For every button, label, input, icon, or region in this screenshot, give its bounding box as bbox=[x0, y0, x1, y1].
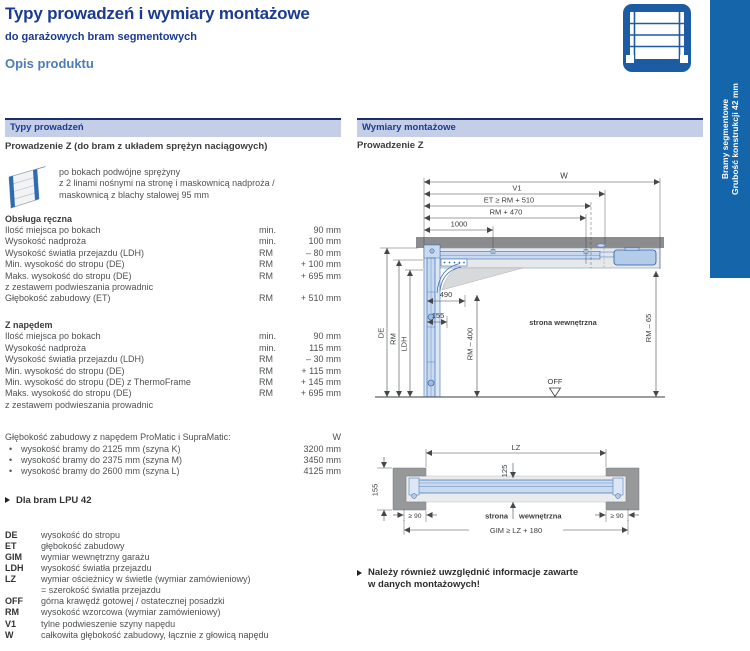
dim-label-155: 155 bbox=[431, 310, 445, 320]
dim-label-lz: LZ bbox=[511, 442, 521, 452]
section-header-left: Typy prowadzeń bbox=[5, 118, 341, 137]
lpu-note-text: Dla bram LPU 42 bbox=[16, 494, 92, 506]
dim-label-w: W bbox=[560, 171, 568, 180]
dim-label-off: OFF bbox=[547, 376, 563, 386]
table-row bbox=[5, 388, 341, 399]
row-value bbox=[291, 282, 341, 293]
page-subtitle: do garażowych bram segmentowych bbox=[5, 31, 197, 43]
legend-abbr: LDH bbox=[5, 563, 24, 574]
row-value: 3450 mm bbox=[303, 455, 341, 465]
dim-label-rm65: RM – 65 bbox=[644, 313, 653, 342]
intro-line: maskownicą z blachy stalowej 95 mm bbox=[59, 189, 210, 200]
legend-abbr: DE bbox=[5, 529, 18, 540]
dim-label-de: DE bbox=[376, 327, 386, 338]
legend-abbr bbox=[5, 585, 41, 596]
legend-abbr: RM bbox=[5, 607, 19, 618]
legend-abbr: ET bbox=[5, 540, 17, 551]
row-label: Wysokość światła przejazdu (LDH) bbox=[5, 354, 144, 365]
row-key: RM bbox=[259, 365, 273, 376]
door-spring-illustration bbox=[5, 165, 46, 211]
row-key: min. bbox=[259, 342, 277, 353]
inside-label: strona wewnętrzna bbox=[529, 317, 597, 327]
table-row bbox=[5, 282, 341, 293]
table-row bbox=[5, 354, 341, 365]
legend-desc: głębokość zabudowy bbox=[41, 540, 125, 551]
drive-depth-heading-row bbox=[5, 432, 341, 443]
row-key: RM bbox=[259, 376, 273, 387]
dim-label-490: 490 bbox=[439, 289, 453, 299]
row-value: + 695 mm bbox=[300, 388, 341, 399]
row-label: Ilość miejsca po bokach bbox=[5, 331, 101, 342]
row-key: RM bbox=[259, 388, 273, 399]
row-key bbox=[259, 400, 291, 411]
row-label: Wysokość nadproża bbox=[5, 236, 86, 247]
variant-title-right: Prowadzenie Z bbox=[357, 139, 424, 151]
legend-desc: wymiar ościeżnicy w świetle (wymiar zamówieniowy) bbox=[41, 574, 251, 585]
row-value: – 30 mm bbox=[305, 354, 341, 365]
list-item bbox=[5, 444, 341, 455]
row-label: Głębokość zabudowy (ET) bbox=[5, 293, 111, 304]
row-value: 90 mm bbox=[313, 331, 341, 342]
legend-row bbox=[5, 541, 341, 552]
legend bbox=[5, 530, 341, 641]
intro-line: z 2 linami nośnymi na stronę i maskownicą nadproża / bbox=[59, 178, 275, 188]
row-key: RM bbox=[259, 270, 273, 281]
row-label: Ilość miejsca po bokach bbox=[5, 225, 101, 235]
list-item bbox=[5, 466, 341, 477]
row-value: + 145 mm bbox=[300, 376, 341, 387]
dim-label-155: 155 bbox=[370, 483, 380, 496]
footer-note-text bbox=[368, 567, 578, 591]
powered-section bbox=[5, 320, 341, 411]
intro-line: po bokach podwójne sprężyny bbox=[59, 166, 181, 177]
table-row bbox=[5, 259, 341, 270]
row-label: z zestawem podwieszania prowadnic bbox=[5, 399, 154, 410]
legend-desc: tylne podwieszenie szyny napędu bbox=[41, 618, 176, 629]
manual-heading: Obsługa ręczna bbox=[5, 213, 73, 224]
legend-row bbox=[5, 585, 341, 596]
row-value: 4125 mm bbox=[303, 466, 341, 477]
list-item bbox=[5, 455, 341, 466]
table-row bbox=[5, 366, 341, 377]
drive-depth-section bbox=[5, 432, 341, 478]
variant-title-left: Prowadzenie Z (do bram z układem sprężyn naciągowych) bbox=[5, 140, 268, 152]
table-row bbox=[5, 331, 341, 342]
row-value: + 115 mm bbox=[301, 365, 341, 376]
dim-label-et: ET ≥ RM + 510 bbox=[483, 195, 535, 204]
legend-row bbox=[5, 552, 341, 563]
legend-desc: górna krawędź gotowej / ostatecznej posadzki bbox=[41, 596, 225, 607]
dim-label-rm: RM bbox=[388, 332, 398, 345]
table-row bbox=[5, 271, 341, 282]
legend-abbr: W bbox=[5, 629, 14, 640]
bullet-icon: • bbox=[9, 455, 13, 465]
row-key: RM bbox=[259, 293, 273, 304]
page-title: Typy prowadzeń i wymiary montażowe bbox=[5, 4, 310, 23]
row-label: Maks. wysokość do stropu (DE) bbox=[5, 270, 132, 281]
arrow-right-icon bbox=[5, 497, 10, 503]
dim-label-gim: GIM ≥ LZ + 180 bbox=[489, 525, 543, 535]
left-column bbox=[5, 118, 341, 641]
row-key: min. bbox=[259, 331, 277, 342]
legend-abbr: GIM bbox=[5, 552, 22, 562]
legend-abbr: V1 bbox=[5, 618, 17, 629]
row-value bbox=[291, 400, 341, 411]
side-tab-text bbox=[710, 0, 750, 278]
section-heading: Opis produktu bbox=[5, 56, 94, 71]
intro-block bbox=[5, 165, 341, 211]
legend-row bbox=[5, 596, 341, 607]
inside-label-1: strona bbox=[485, 511, 508, 520]
side-tab bbox=[710, 0, 750, 278]
dim-label-ge90-right: ≥ 90 bbox=[610, 512, 624, 520]
table-row bbox=[5, 236, 341, 247]
arrow-right-icon bbox=[357, 570, 362, 576]
row-value: 90 mm bbox=[313, 225, 341, 235]
row-label: Min. wysokość do stropu (DE) z ThermoFrame bbox=[5, 376, 191, 387]
dim-label-rm400: RM – 400 bbox=[465, 327, 475, 360]
row-key: RM bbox=[259, 354, 273, 365]
powered-heading: Z napędem bbox=[5, 319, 53, 330]
legend-desc: całkowita głębokość zabudowy, łącznie z głowicą napędu bbox=[41, 629, 269, 640]
row-label: wysokość bramy do 2375 mm (szyna M) bbox=[21, 455, 183, 465]
drive-depth-heading: Głębokość zabudowy z napędem ProMatic i SupraMatic: bbox=[5, 432, 231, 443]
row-value: + 510 mm bbox=[300, 293, 341, 304]
legend-desc: wysokość do stropu bbox=[41, 529, 121, 540]
bullet-icon: • bbox=[9, 443, 13, 454]
legend-row bbox=[5, 619, 341, 630]
footer-note-line1: Należy również uwzględnić informacje zawarte bbox=[368, 566, 579, 578]
lpu-note bbox=[5, 495, 341, 506]
plan-view-diagram bbox=[357, 443, 677, 543]
intro-text bbox=[59, 165, 275, 211]
row-label: Wysokość nadproża bbox=[5, 342, 86, 353]
legend-row bbox=[5, 530, 341, 541]
table-row bbox=[5, 343, 341, 354]
side-tab-line2: Grubość konstrukcji 42 mm bbox=[730, 83, 740, 195]
structure bbox=[393, 468, 639, 510]
manual-section bbox=[5, 214, 341, 305]
row-label: z zestawem podwieszania prowadnic bbox=[5, 282, 154, 293]
dim-label-ldh: LDH bbox=[399, 335, 409, 352]
legend-desc: wymiar wewnętrzny garażu bbox=[41, 552, 150, 562]
drive-depth-column-label: W bbox=[332, 432, 341, 443]
legend-desc: wysokość wzorcowa (wymiar zamówieniowy) bbox=[41, 607, 221, 618]
row-key: RM bbox=[259, 247, 273, 258]
footer-note bbox=[357, 567, 703, 591]
legend-desc: = szerokość światła przejazdu bbox=[41, 585, 161, 596]
footer-note-line2: w danych montażowych! bbox=[368, 578, 480, 590]
row-key: RM bbox=[259, 259, 273, 270]
row-label: wysokość bramy do 2600 mm (szyna L) bbox=[21, 466, 180, 477]
row-value: 3200 mm bbox=[303, 443, 341, 454]
dim-label-rm470: RM + 470 bbox=[489, 207, 523, 216]
table-row bbox=[5, 377, 341, 388]
legend-desc: wysokość światła przejazdu bbox=[41, 563, 152, 574]
row-key bbox=[259, 282, 291, 293]
dimension-labels bbox=[377, 171, 654, 386]
row-label: Min. wysokość do stropu (DE) bbox=[5, 259, 125, 270]
bullet-icon: • bbox=[9, 466, 13, 477]
row-label: Min. wysokość do stropu (DE) bbox=[5, 365, 125, 376]
right-column bbox=[357, 118, 703, 591]
legend-abbr: LZ bbox=[5, 574, 16, 585]
legend-row bbox=[5, 574, 341, 585]
table-row bbox=[5, 248, 341, 259]
dim-label-v1: V1 bbox=[512, 183, 522, 192]
row-key: min. bbox=[259, 225, 277, 235]
row-value: + 695 mm bbox=[300, 270, 341, 281]
row-label: Wysokość światła przejazdu (LDH) bbox=[5, 247, 144, 258]
legend-row bbox=[5, 607, 341, 618]
side-view-diagram bbox=[357, 157, 703, 407]
sectional-door-icon bbox=[622, 3, 692, 73]
section-header-right: Wymiary montażowe bbox=[357, 118, 703, 137]
row-value: 100 mm bbox=[308, 236, 341, 247]
table-row bbox=[5, 400, 341, 411]
row-value: + 100 mm bbox=[300, 259, 341, 270]
dim-label-ge90-left: ≥ 90 bbox=[408, 512, 422, 520]
legend-row bbox=[5, 563, 341, 574]
side-tab-line1: Bramy segmentowe bbox=[719, 98, 730, 180]
structure bbox=[375, 237, 665, 397]
row-label: wysokość bramy do 2125 mm (szyna K) bbox=[21, 443, 181, 454]
table-row bbox=[5, 293, 341, 304]
legend-abbr: OFF bbox=[5, 596, 23, 607]
row-label: Maks. wysokość do stropu (DE) bbox=[5, 388, 132, 399]
table-row bbox=[5, 225, 341, 236]
row-key: min. bbox=[259, 236, 277, 247]
inside-label-2: wewnętrzna bbox=[519, 511, 562, 520]
dim-label-125: 125 bbox=[500, 464, 509, 477]
row-value: – 80 mm bbox=[305, 247, 341, 258]
dim-label-1000: 1000 bbox=[450, 219, 468, 228]
legend-row bbox=[5, 630, 341, 641]
row-value: 115 mm bbox=[309, 342, 341, 353]
